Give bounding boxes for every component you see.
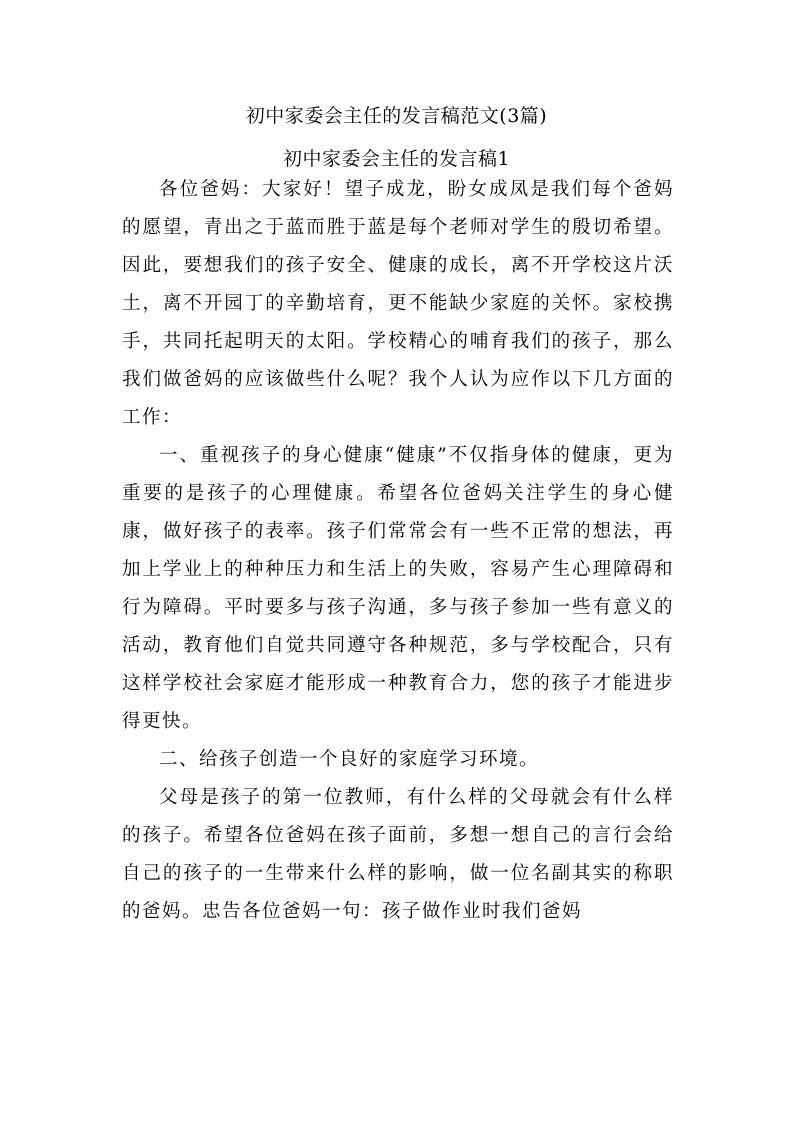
document-subtitle: 初中家委会主任的发言稿1 <box>282 148 511 170</box>
document-body <box>122 171 674 931</box>
paragraph-point-two-heading: 二、给孩子创造一个良好的家庭学习环境。 <box>159 749 540 770</box>
paragraph-point-one: 一、重视孩子的身心健康“健康”不仅指身体的健康，更为重要的是孩子的心理健康。希望各位爸妈关注学生的身心健康，做好孩子的表率。孩子们常常会有一些不正常的想法，再加上学业上的种种压力和生活上的失败，容易产生心理障碍和行为障碍。平时要多与孩子沟通，多与孩子参加一些有意义的活动，教育他们自觉共同遵守各种规范，多与学校配合，只有这样学校社会家庭才能形成一种教育合力，您的孩子才能进步得更快。 <box>122 445 674 732</box>
document-title: 初中家委会主任的发言稿范文(3篇) <box>245 105 548 127</box>
paragraph-greeting: 各位爸妈：大家好！望子成龙，盼女成凤是我们每个爸妈的愿望，青出之于蓝而胜于蓝是每个老师对学生的殷切希望。因此，要想我们的孩子安全、健康的成长，离不开学校这片沃土，离不开园丁的辛勤培育，更不能缺少家庭的关怀。家校携手，共同托起明天的太阳。学校精心的哺育我们的孩子，那么我们做爸妈的应该做些什么呢？我个人认为应作以下几方面的工作： <box>122 179 674 428</box>
paragraph-parents-as-teachers: 父母是孩子的第一位教师，有什么样的父母就会有什么样的孩子。希望各位爸妈在孩子面前，多想一想自己的言行会给自己的孩子的一生带来什么样的影响，做一位名副其实的称职的爸妈。忠告各位爸妈一句：孩子做作业时我们爸妈 <box>122 787 674 922</box>
